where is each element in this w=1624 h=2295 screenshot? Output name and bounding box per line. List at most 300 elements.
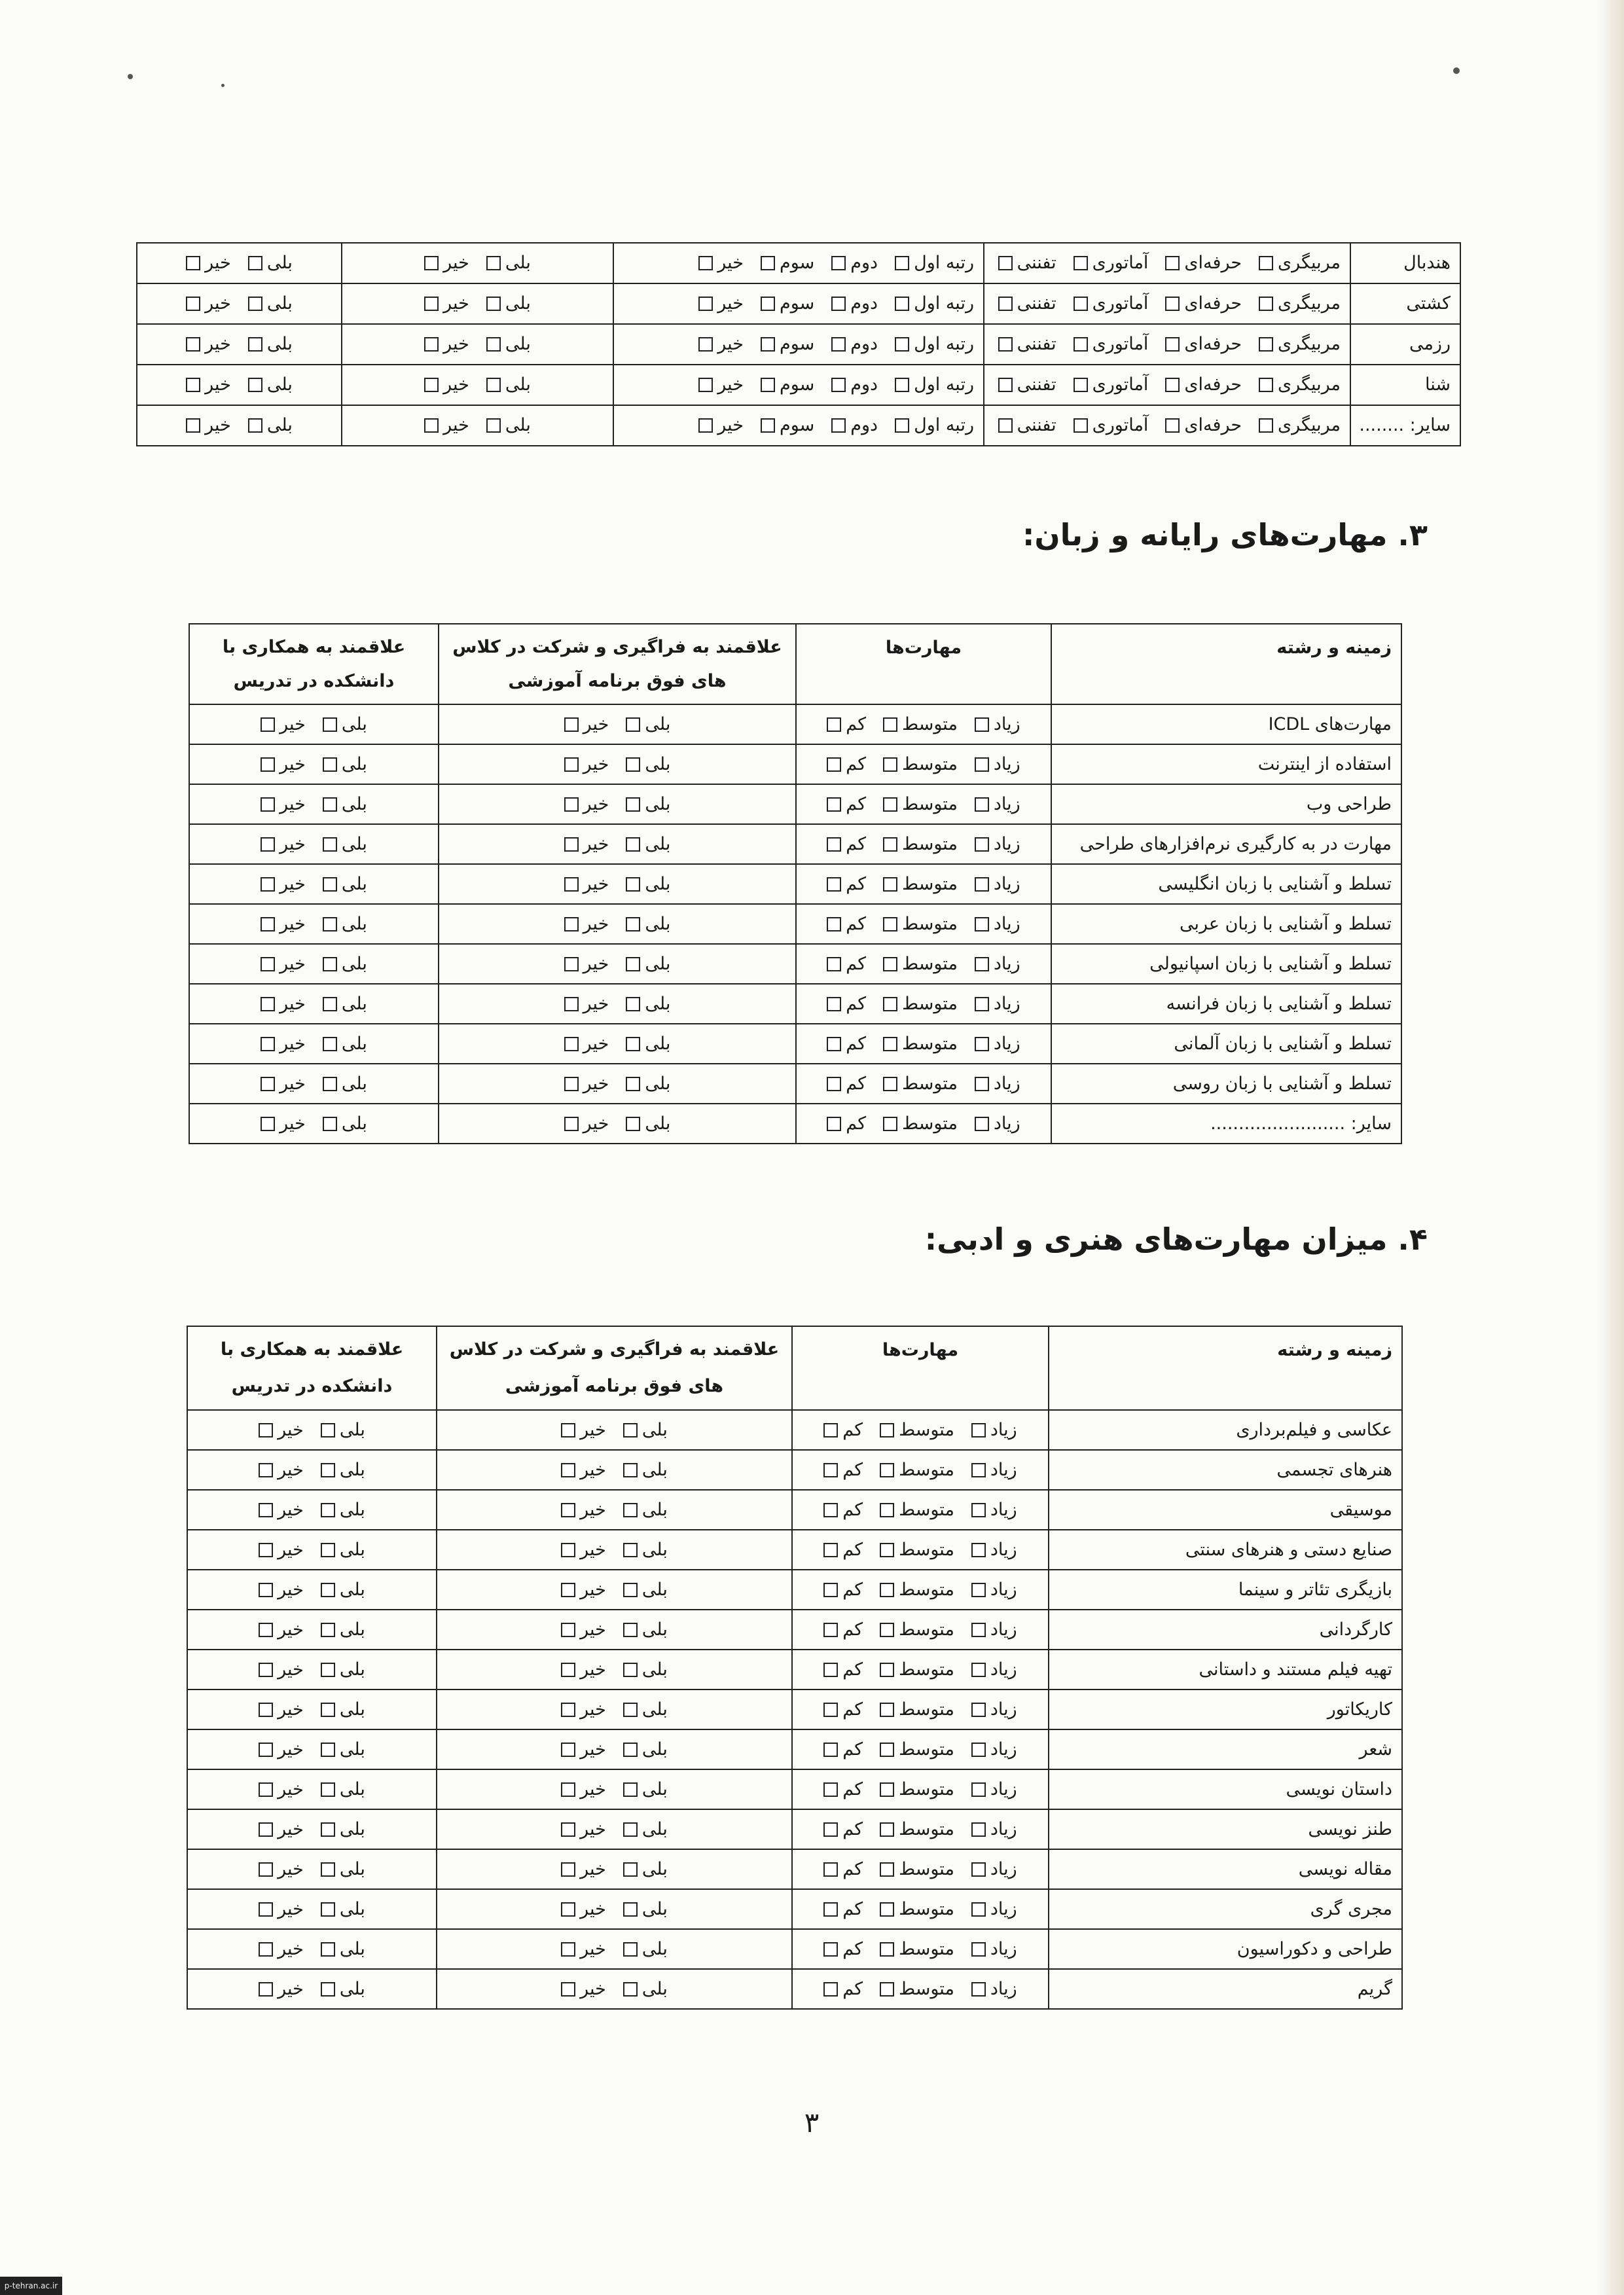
skill-level-option[interactable] [883,1064,958,1103]
checkbox[interactable] [831,337,846,352]
teaching-interest-option[interactable] [321,1730,365,1769]
level-option[interactable] [998,406,1056,445]
skill-level-option[interactable] [971,1491,1017,1529]
training-interest-option[interactable] [623,1530,668,1569]
skill-level-option[interactable] [823,1451,863,1489]
teaching-interest-option[interactable] [321,1690,365,1729]
teaching-interest-option[interactable] [259,1770,304,1809]
checkbox[interactable] [895,378,909,392]
rank-option[interactable] [698,284,744,323]
checkbox[interactable] [259,1583,273,1597]
checkbox[interactable] [823,1663,838,1677]
yes-no-option[interactable] [486,284,531,323]
teaching-interest-option[interactable] [323,1104,367,1143]
checkbox[interactable] [623,1862,638,1877]
checkbox[interactable] [248,297,262,311]
checkbox[interactable] [971,1503,986,1517]
checkbox[interactable] [823,1543,838,1557]
level-option[interactable] [998,244,1056,283]
skill-level-option[interactable] [883,945,958,983]
training-interest-option[interactable] [564,745,609,784]
yes-no-option[interactable] [186,244,231,283]
skill-level-option[interactable] [880,1690,954,1729]
skill-level-option[interactable] [827,865,866,903]
teaching-interest-option[interactable] [321,1850,365,1888]
level-option[interactable] [1074,284,1149,323]
training-interest-option[interactable] [561,1491,606,1529]
checkbox[interactable] [883,1077,897,1091]
checkbox[interactable] [486,256,501,270]
checkbox[interactable] [975,757,989,772]
level-option[interactable] [1074,365,1149,405]
rank-option[interactable] [698,244,744,283]
checkbox[interactable] [823,1743,838,1757]
training-interest-option[interactable] [564,985,609,1023]
training-interest-option[interactable] [623,1610,668,1649]
teaching-interest-option[interactable] [321,1451,365,1489]
skill-level-option[interactable] [883,905,958,943]
checkbox[interactable] [186,337,200,352]
training-interest-option[interactable] [623,1451,668,1489]
checkbox[interactable] [827,797,841,812]
checkbox[interactable] [561,1503,575,1517]
training-interest-option[interactable] [561,1850,606,1888]
checkbox[interactable] [827,1037,841,1051]
skill-level-option[interactable] [880,1610,954,1649]
skill-level-option[interactable] [883,745,958,784]
checkbox[interactable] [831,378,846,392]
checkbox[interactable] [259,1862,273,1877]
training-interest-option[interactable] [623,1930,668,1968]
checkbox[interactable] [561,1663,575,1677]
checkbox[interactable] [823,1583,838,1597]
checkbox[interactable] [424,297,439,311]
skill-level-option[interactable] [827,745,866,784]
checkbox[interactable] [486,378,501,392]
skill-level-option[interactable] [971,1850,1017,1888]
checkbox[interactable] [323,1117,337,1131]
checkbox[interactable] [561,1822,575,1837]
checkbox[interactable] [626,877,640,892]
rank-option[interactable] [698,406,744,445]
training-interest-option[interactable] [561,1810,606,1849]
skill-level-option[interactable] [883,1024,958,1063]
checkbox[interactable] [248,256,262,270]
checkbox[interactable] [880,1583,894,1597]
training-interest-option[interactable] [561,1530,606,1569]
checkbox[interactable] [895,297,909,311]
checkbox[interactable] [321,1463,335,1477]
skill-level-option[interactable] [880,1970,954,2008]
checkbox[interactable] [259,1743,273,1757]
checkbox[interactable] [823,1982,838,1997]
checkbox[interactable] [561,1942,575,1957]
checkbox[interactable] [323,757,337,772]
checkbox[interactable] [261,717,275,732]
checkbox[interactable] [827,837,841,852]
checkbox[interactable] [248,337,262,352]
checkbox[interactable] [975,1037,989,1051]
checkbox[interactable] [698,256,713,270]
teaching-interest-option[interactable] [261,745,306,784]
skill-level-option[interactable] [827,945,866,983]
checkbox[interactable] [883,797,897,812]
checkbox[interactable] [626,1037,640,1051]
skill-level-option[interactable] [883,705,958,744]
skill-level-option[interactable] [971,1930,1017,1968]
checkbox[interactable] [831,418,846,433]
checkbox[interactable] [971,1782,986,1797]
checkbox[interactable] [564,1117,579,1131]
checkbox[interactable] [261,1077,275,1091]
checkbox[interactable] [321,1782,335,1797]
training-interest-option[interactable] [623,1491,668,1529]
checkbox[interactable] [971,1423,986,1437]
checkbox[interactable] [186,378,200,392]
teaching-interest-option[interactable] [259,1970,304,2008]
training-interest-option[interactable] [561,1650,606,1689]
checkbox[interactable] [623,1782,638,1797]
checkbox[interactable] [261,917,275,931]
checkbox[interactable] [424,378,439,392]
training-interest-option[interactable] [564,825,609,863]
checkbox[interactable] [883,957,897,971]
level-option[interactable] [1165,365,1242,405]
checkbox[interactable] [1165,378,1180,392]
checkbox[interactable] [975,917,989,931]
checkbox[interactable] [561,1463,575,1477]
skill-level-option[interactable] [823,1970,863,2008]
level-option[interactable] [1074,244,1149,283]
skill-level-option[interactable] [975,905,1020,943]
checkbox[interactable] [321,1663,335,1677]
checkbox[interactable] [823,1862,838,1877]
checkbox[interactable] [321,1822,335,1837]
checkbox[interactable] [971,1703,986,1717]
rank-option[interactable] [831,244,878,283]
checkbox[interactable] [823,1822,838,1837]
teaching-interest-option[interactable] [259,1650,304,1689]
training-interest-option[interactable] [561,1890,606,1928]
checkbox[interactable] [880,1782,894,1797]
skill-level-option[interactable] [827,785,866,823]
checkbox[interactable] [564,877,579,892]
checkbox[interactable] [1074,256,1088,270]
skill-level-option[interactable] [823,1810,863,1849]
skill-level-option[interactable] [823,1730,863,1769]
checkbox[interactable] [623,1583,638,1597]
training-interest-option[interactable] [626,745,670,784]
skill-level-option[interactable] [883,985,958,1023]
checkbox[interactable] [880,1623,894,1637]
training-interest-option[interactable] [561,1570,606,1609]
skill-level-option[interactable] [880,1890,954,1928]
checkbox[interactable] [623,1423,638,1437]
skill-level-option[interactable] [883,785,958,823]
checkbox[interactable] [880,1982,894,1997]
checkbox[interactable] [424,256,439,270]
skill-level-option[interactable] [971,1890,1017,1928]
yes-no-option[interactable] [424,244,469,283]
skill-level-option[interactable] [823,1530,863,1569]
checkbox[interactable] [698,418,713,433]
training-interest-option[interactable] [626,905,670,943]
training-interest-option[interactable] [564,1104,609,1143]
checkbox[interactable] [880,1822,894,1837]
checkbox[interactable] [626,757,640,772]
checkbox[interactable] [321,1942,335,1957]
checkbox[interactable] [623,1543,638,1557]
checkbox[interactable] [623,1623,638,1637]
skill-level-option[interactable] [827,905,866,943]
teaching-interest-option[interactable] [323,745,367,784]
teaching-interest-option[interactable] [323,785,367,823]
teaching-interest-option[interactable] [261,1024,306,1063]
checkbox[interactable] [321,1423,335,1437]
skill-level-option[interactable] [827,1064,866,1103]
checkbox[interactable] [248,378,262,392]
skill-level-option[interactable] [975,1104,1020,1143]
skill-level-option[interactable] [971,1690,1017,1729]
teaching-interest-option[interactable] [261,945,306,983]
checkbox[interactable] [880,1663,894,1677]
level-option[interactable] [1074,325,1149,364]
skill-level-option[interactable] [971,1770,1017,1809]
rank-option[interactable] [761,406,814,445]
checkbox[interactable] [1165,297,1180,311]
training-interest-option[interactable] [626,1064,670,1103]
training-interest-option[interactable] [564,905,609,943]
checkbox[interactable] [259,1982,273,1997]
checkbox[interactable] [971,1663,986,1677]
checkbox[interactable] [883,997,897,1011]
level-option[interactable] [1165,406,1242,445]
training-interest-option[interactable] [623,1850,668,1888]
checkbox[interactable] [761,297,775,311]
training-interest-option[interactable] [564,705,609,744]
checkbox[interactable] [259,1902,273,1917]
checkbox[interactable] [827,877,841,892]
training-interest-option[interactable] [623,1690,668,1729]
skill-level-option[interactable] [971,1730,1017,1769]
skill-level-option[interactable] [971,1411,1017,1449]
level-option[interactable] [1165,325,1242,364]
rank-option[interactable] [698,325,744,364]
checkbox[interactable] [561,1902,575,1917]
checkbox[interactable] [761,418,775,433]
yes-no-option[interactable] [248,365,293,405]
training-interest-option[interactable] [623,1770,668,1809]
checkbox[interactable] [883,1037,897,1051]
teaching-interest-option[interactable] [259,1810,304,1849]
skill-level-option[interactable] [883,865,958,903]
training-interest-option[interactable] [623,1730,668,1769]
training-interest-option[interactable] [561,1610,606,1649]
checkbox[interactable] [998,256,1013,270]
skill-level-option[interactable] [880,1530,954,1569]
teaching-interest-option[interactable] [259,1610,304,1649]
checkbox[interactable] [698,297,713,311]
checkbox[interactable] [259,1942,273,1957]
yes-no-option[interactable] [186,365,231,405]
teaching-interest-option[interactable] [259,1890,304,1928]
teaching-interest-option[interactable] [321,1890,365,1928]
checkbox[interactable] [883,757,897,772]
checkbox[interactable] [424,418,439,433]
checkbox[interactable] [823,1623,838,1637]
teaching-interest-option[interactable] [321,1570,365,1609]
checkbox[interactable] [626,837,640,852]
training-interest-option[interactable] [626,1104,670,1143]
checkbox[interactable] [880,1543,894,1557]
skill-level-option[interactable] [880,1930,954,1968]
checkbox[interactable] [1074,337,1088,352]
checkbox[interactable] [626,957,640,971]
checkbox[interactable] [827,917,841,931]
skill-level-option[interactable] [823,1890,863,1928]
checkbox[interactable] [971,1822,986,1837]
teaching-interest-option[interactable] [259,1730,304,1769]
rank-option[interactable] [761,244,814,283]
yes-no-option[interactable] [186,406,231,445]
yes-no-option[interactable] [424,406,469,445]
yes-no-option[interactable] [486,406,531,445]
checkbox[interactable] [880,1743,894,1757]
checkbox[interactable] [827,957,841,971]
checkbox[interactable] [321,1743,335,1757]
checkbox[interactable] [971,1463,986,1477]
checkbox[interactable] [259,1543,273,1557]
training-interest-option[interactable] [564,1064,609,1103]
training-interest-option[interactable] [626,785,670,823]
checkbox[interactable] [623,1503,638,1517]
checkbox[interactable] [971,1583,986,1597]
skill-level-option[interactable] [975,1064,1020,1103]
checkbox[interactable] [564,917,579,931]
teaching-interest-option[interactable] [321,1491,365,1529]
checkbox[interactable] [1074,297,1088,311]
checkbox[interactable] [626,997,640,1011]
checkbox[interactable] [561,1782,575,1797]
skill-level-option[interactable] [880,1650,954,1689]
skill-level-option[interactable] [823,1491,863,1529]
teaching-interest-option[interactable] [321,1650,365,1689]
rank-option[interactable] [895,406,974,445]
checkbox[interactable] [971,1623,986,1637]
skill-level-option[interactable] [823,1850,863,1888]
yes-no-option[interactable] [424,325,469,364]
teaching-interest-option[interactable] [323,945,367,983]
checkbox[interactable] [883,917,897,931]
skill-level-option[interactable] [827,825,866,863]
rank-option[interactable] [761,284,814,323]
level-option[interactable] [998,325,1056,364]
checkbox[interactable] [880,1423,894,1437]
teaching-interest-option[interactable] [323,1024,367,1063]
level-option[interactable] [1259,325,1341,364]
training-interest-option[interactable] [564,785,609,823]
checkbox[interactable] [895,418,909,433]
checkbox[interactable] [761,378,775,392]
checkbox[interactable] [261,1037,275,1051]
checkbox[interactable] [975,1117,989,1131]
rank-option[interactable] [698,365,744,405]
checkbox[interactable] [323,997,337,1011]
checkbox[interactable] [564,717,579,732]
skill-level-option[interactable] [975,1024,1020,1063]
training-interest-option[interactable] [626,705,670,744]
teaching-interest-option[interactable] [259,1570,304,1609]
checkbox[interactable] [761,256,775,270]
checkbox[interactable] [186,256,200,270]
checkbox[interactable] [1259,256,1273,270]
teaching-interest-option[interactable] [323,825,367,863]
level-option[interactable] [1259,284,1341,323]
checkbox[interactable] [823,1902,838,1917]
checkbox[interactable] [623,1822,638,1837]
yes-no-option[interactable] [186,284,231,323]
rank-option[interactable] [831,284,878,323]
yes-no-option[interactable] [248,284,293,323]
rank-option[interactable] [831,325,878,364]
training-interest-option[interactable] [626,865,670,903]
checkbox[interactable] [323,797,337,812]
teaching-interest-option[interactable] [323,1064,367,1103]
checkbox[interactable] [883,837,897,852]
yes-no-option[interactable] [486,325,531,364]
checkbox[interactable] [321,1862,335,1877]
checkbox[interactable] [827,717,841,732]
teaching-interest-option[interactable] [321,1530,365,1569]
checkbox[interactable] [261,997,275,1011]
skill-level-option[interactable] [827,705,866,744]
rank-option[interactable] [895,244,974,283]
checkbox[interactable] [561,1583,575,1597]
checkbox[interactable] [827,757,841,772]
yes-no-option[interactable] [248,406,293,445]
teaching-interest-option[interactable] [261,825,306,863]
checkbox[interactable] [564,757,579,772]
checkbox[interactable] [975,1077,989,1091]
teaching-interest-option[interactable] [321,1610,365,1649]
checkbox[interactable] [827,997,841,1011]
skill-level-option[interactable] [975,785,1020,823]
training-interest-option[interactable] [561,1930,606,1968]
checkbox[interactable] [261,757,275,772]
yes-no-option[interactable] [424,365,469,405]
checkbox[interactable] [1165,418,1180,433]
teaching-interest-option[interactable] [259,1850,304,1888]
checkbox[interactable] [186,418,200,433]
checkbox[interactable] [823,1942,838,1957]
checkbox[interactable] [831,297,846,311]
checkbox[interactable] [883,717,897,732]
skill-level-option[interactable] [975,825,1020,863]
checkbox[interactable] [259,1423,273,1437]
checkbox[interactable] [561,1423,575,1437]
skill-level-option[interactable] [971,1610,1017,1649]
training-interest-option[interactable] [623,1570,668,1609]
training-interest-option[interactable] [564,945,609,983]
skill-level-option[interactable] [975,865,1020,903]
rank-option[interactable] [831,365,878,405]
checkbox[interactable] [323,837,337,852]
training-interest-option[interactable] [623,1810,668,1849]
level-option[interactable] [1165,244,1242,283]
checkbox[interactable] [1259,418,1273,433]
checkbox[interactable] [321,1703,335,1717]
checkbox[interactable] [971,1982,986,1997]
